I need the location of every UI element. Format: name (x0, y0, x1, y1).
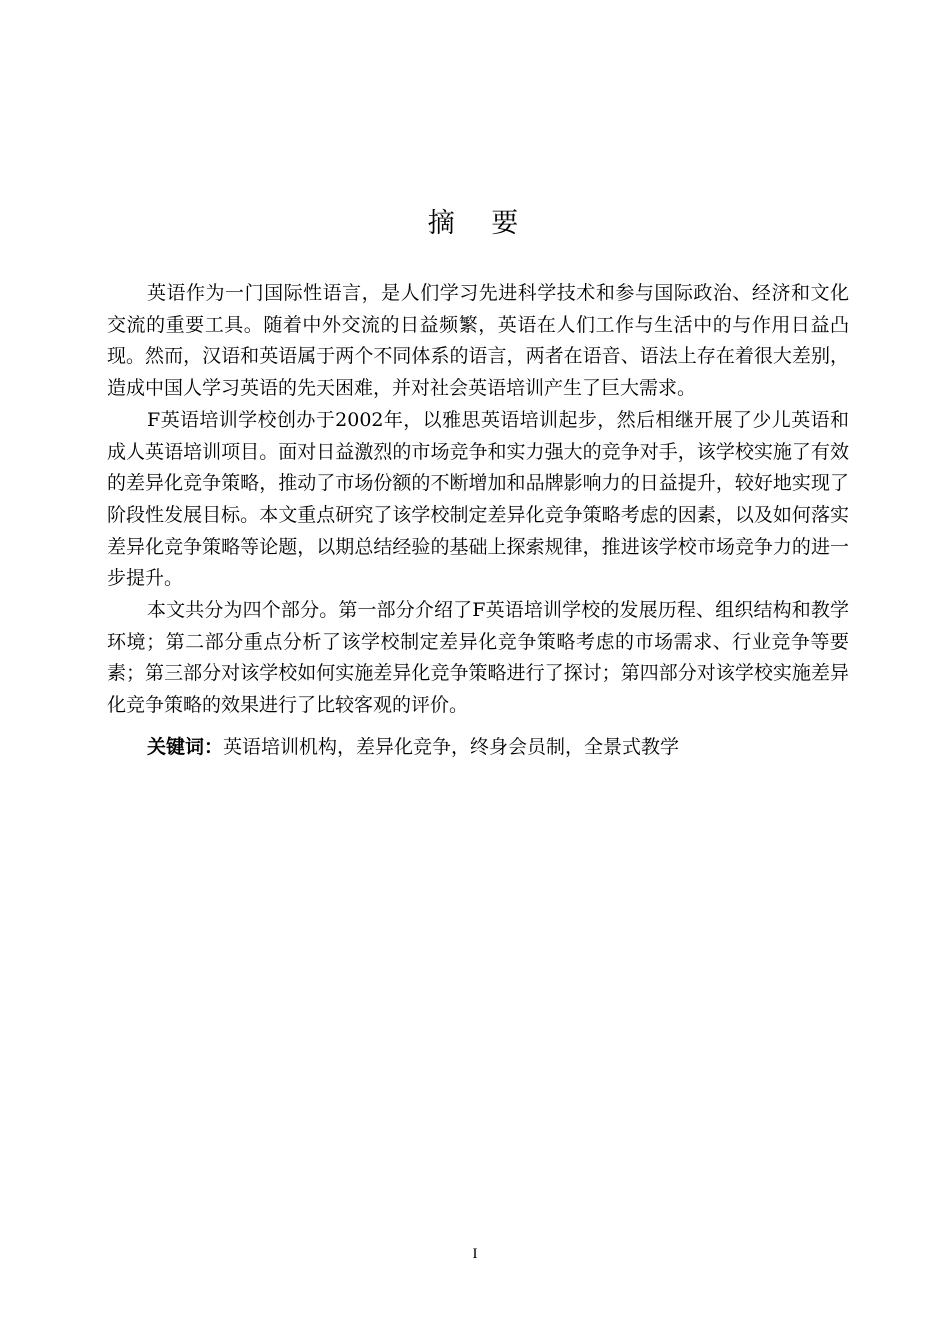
paragraph-2: F英语培训学校创办于2002年，以雅思英语培训起步，然后相继开展了少儿英语和成人英语培训项目。面对日益激烈的市场竞争和实力强大的竞争对手，该学校实施了有效的差异化竞争策略，推动了市场份额的不断增加和品牌影响力的日益提升，较好地实现了阶段性发展目标。本文重点研究了该学校制定差异化竞争策略考虑的因素，以及如何落实差异化竞争策略等论题，以期总结经验的基础上探索规律，推进该学校市场竞争力的进一步提升。 (107, 408, 849, 590)
keywords-label: 关键词： (147, 736, 224, 758)
abstract-title: 摘 要 (427, 208, 533, 239)
keywords-line (147, 731, 679, 763)
paragraph-3: 本文共分为四个部分。第一部分介绍了F英语培训学校的发展历程、组织结构和教学环境；第二部分重点分析了该学校制定差异化竞争策略考虑的市场需求、行业竞争等要素；第三部分对该学校如何实施差异化竞争策略进行了探讨；第四部分对该学校实施差异化竞争策略的效果进行了比较客观的评价。 (107, 599, 849, 717)
page-number: I (472, 1246, 478, 1262)
paragraph-1: 英语作为一门国际性语言，是人们学习先进科学技术和参与国际政治、经济和文化交流的重要工具。随着中外交流的日益频繁，英语在人们工作与生活中的与作用日益凸现。然而，汉语和英语属于两个不同体系的语言，两者在语音、语法上存在着很大差别，造成中国人学习英语的先天困难，并对社会英语培训产生了巨大需求。 (107, 282, 849, 400)
abstract-body (107, 278, 849, 722)
keywords-text: 英语培训机构，差异化竞争，终身会员制，全景式教学 (223, 736, 680, 758)
